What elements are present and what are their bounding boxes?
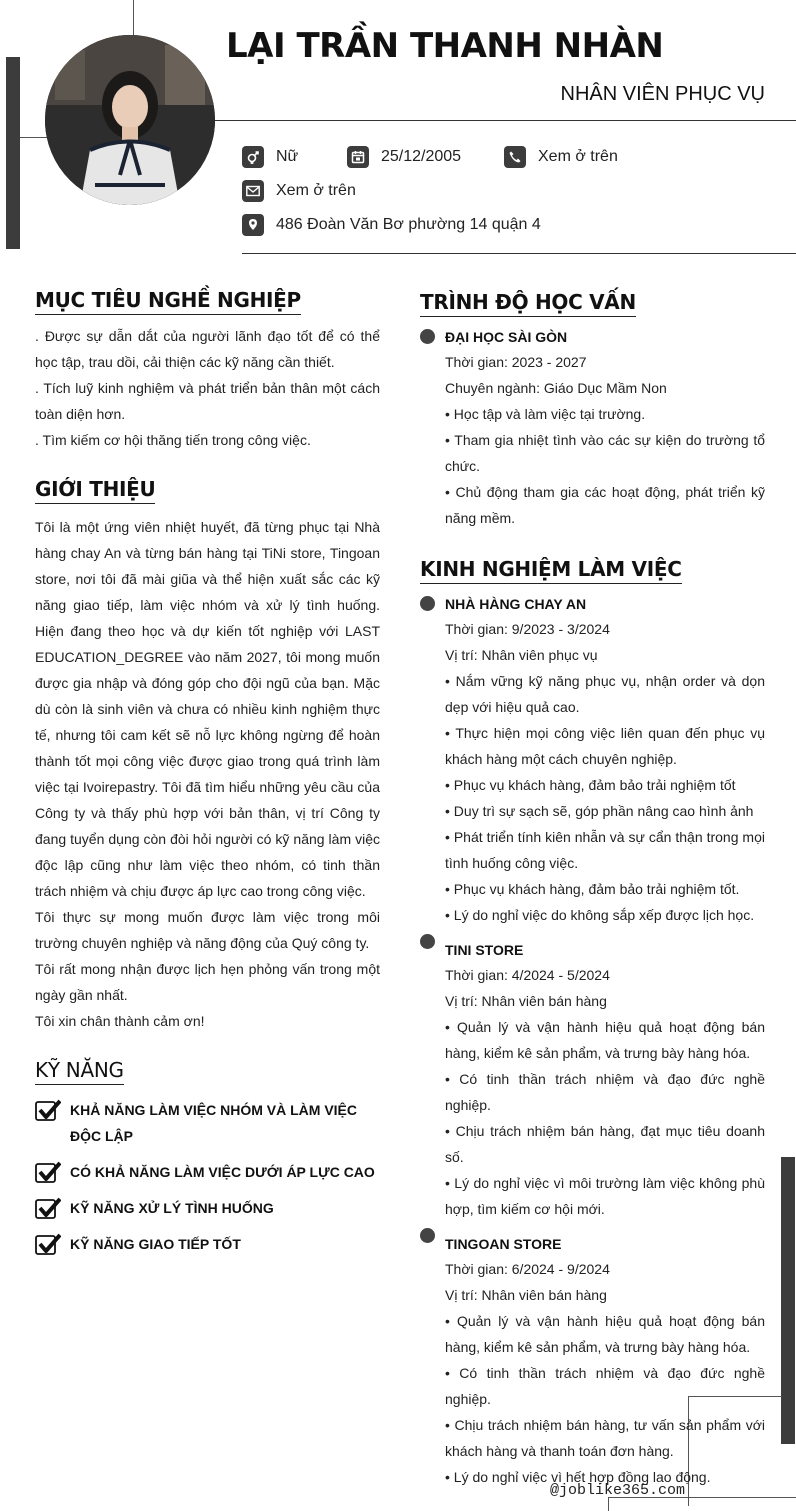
contact-address	[242, 214, 541, 236]
checkbox-icon	[35, 1099, 61, 1121]
experience-bullet: • Phát triển tính kiên nhẫn và sự cẩn thận trong mọi tình huống công việc.	[445, 829, 765, 871]
skill-label: CÓ KHẢ NĂNG LÀM VIỆC DƯỚI ÁP LỰC CAO	[70, 1164, 375, 1180]
checkbox-icon	[35, 1197, 61, 1219]
skill-item	[35, 1159, 380, 1185]
phone-value: Xem ở trên	[538, 148, 618, 165]
footer-decor-frame-inner	[608, 1497, 796, 1511]
experience-bullet: • Phục vụ khách hàng, đảm bảo trải nghiệm tốt.	[445, 881, 740, 897]
experience-bullet: • Lý do nghỉ việc vì môi trường làm việc không phù hợp, tìm kiếm cơ hội mới.	[445, 1175, 765, 1217]
company-name: TINI STORE	[445, 942, 524, 958]
objective-line: . Tích luỹ kinh nghiệm và phát triển bản thân một cách toàn diện hơn.	[35, 380, 380, 422]
experience-title: KINH NGHIỆM LÀM VIỆC	[420, 557, 682, 584]
contact-gender	[242, 146, 298, 168]
timeline-dot	[420, 934, 435, 949]
address-value: 486 Đoàn Văn Bơ phường 14 quận 4	[276, 216, 541, 233]
intro-paragraph: Tôi là một ứng viên nhiệt huyết, đã từng phục tại Nhà hàng chay An và từng bán hàng tại TiNi store, Tingoan store, nơi tôi đã mài giũa và thể hiện xuất sắc các kỹ năng giao tiếp, làm việc nhóm và xử lý tình huống. Hiện đang theo học và dự kiến tốt nghiệp với LAST EDUCATION_DEGREE vào năm 2027, tôi mong muốn được gia nhập và đóng góp cho đội ngũ của bạn. Mặc dù còn là sinh viên và chưa có nhiều kinh nghiệm thực tế, nhưng tôi cam kết sẽ nỗ lực không ngừng để hoàn thành tốt mọi công việc được giao trong quá trình làm việc tại Ivoirepastry. Tôi đã tìm hiểu những yêu cầu của Công ty và thấy phù hợp với bản thân, vị trí Công ty đang tuyển dụng còn đòi hỏi người có kỹ năng làm việc độc lập cũng như làm việc theo nhóm, có tinh thần trách nhiệm và chịu được áp lực cao trong công việc.	[35, 519, 380, 899]
experience-position: Vị trí: Nhân viên bán hàng	[445, 1287, 607, 1303]
intro-paragraph: Tôi thực sự mong muốn được làm việc trong môi trường chuyên nghiệp và năng động của Quý công ty.	[35, 909, 380, 951]
school-name: ĐẠI HỌC SÀI GÒN	[445, 329, 568, 345]
skill-label: KỸ NĂNG GIAO TIẾP TỐT	[70, 1236, 241, 1252]
intro-paragraph: Tôi xin chân thành cảm ơn!	[35, 1013, 205, 1029]
right-accent-bar	[781, 1157, 795, 1444]
left-accent-bar	[6, 57, 20, 249]
contact-birthday	[347, 146, 461, 168]
contact-email	[242, 180, 356, 202]
calendar-icon	[347, 146, 369, 168]
candidate-name: LẠI TRẦN THANH NHÀN	[226, 26, 664, 66]
location-icon	[242, 214, 264, 236]
email-value: Xem ở trên	[276, 182, 356, 199]
experience-time: Thời gian: 9/2023 - 3/2024	[445, 621, 610, 637]
experience-bullet: • Lý do nghỉ việc do không sắp xếp được lịch học.	[445, 907, 755, 923]
mail-icon	[242, 180, 264, 202]
phone-icon	[504, 146, 526, 168]
intro-section	[35, 514, 380, 1034]
objective-title: MỤC TIÊU NGHỀ NGHIỆP	[35, 288, 301, 315]
intro-title: GIỚI THIỆU	[35, 477, 155, 504]
experience-position: Vị trí: Nhân viên phục vụ	[445, 647, 598, 663]
experience-position: Vị trí: Nhân viên bán hàng	[445, 993, 607, 1009]
avatar	[45, 35, 215, 205]
timeline-dot	[420, 596, 435, 611]
experience-bullet: • Quản lý và vận hành hiệu quả hoạt động bán hàng, kiểm kê sản phẩm, và trưng bày hàng hóa.	[445, 1019, 765, 1061]
company-name: NHÀ HÀNG CHAY AN	[445, 596, 587, 612]
experience-bullet: • Nắm vững kỹ năng phục vụ, nhận order và dọn dẹp với hiệu quả cao.	[445, 673, 765, 715]
experience-time: Thời gian: 4/2024 - 5/2024	[445, 967, 610, 983]
header-divider	[214, 120, 796, 121]
left-column	[35, 288, 380, 1267]
experience-bullet: • Quản lý và vận hành hiệu quả hoạt động bán hàng, kiểm kê sản phẩm, và trưng bày hàng hóa.	[445, 1313, 765, 1355]
objective-line: . Tìm kiếm cơ hội thăng tiến trong công việc.	[35, 432, 311, 448]
experience-bullet: • Chịu trách nhiệm bán hàng, tư vấn sản phẩm với khách hàng và thanh toán đơn hàng.	[445, 1417, 765, 1459]
experience-entry	[420, 1232, 765, 1490]
education-entry	[420, 325, 765, 531]
education-title: TRÌNH ĐỘ HỌC VẤN	[420, 290, 636, 317]
objective-line: . Được sự dẫn dắt của người lãnh đạo tốt để có thể học tập, trau dồi, cải thiện các kỹ năng cần thiết.	[35, 328, 380, 370]
checkbox-icon	[35, 1233, 61, 1255]
avatar-connector-line	[20, 137, 50, 138]
timeline-dot	[420, 329, 435, 344]
experience-bullet: • Có tinh thần trách nhiệm và đạo đức nghề nghiệp.	[445, 1071, 765, 1113]
gender-icon	[242, 146, 264, 168]
education-major: Chuyên ngành: Giáo Dục Mầm Non	[445, 380, 667, 396]
skill-item	[35, 1195, 380, 1221]
experience-time: Thời gian: 6/2024 - 9/2024	[445, 1261, 610, 1277]
job-title: NHÂN VIÊN PHỤC VỤ	[560, 83, 765, 105]
right-column	[420, 290, 765, 1490]
experience-bullet: • Có tinh thần trách nhiệm và đạo đức nghề nghiệp.	[445, 1365, 765, 1407]
skills-section	[35, 1097, 380, 1257]
experience-bullet: • Duy trì sự sạch sẽ, góp phần nâng cao hình ảnh	[445, 803, 754, 819]
experience-entry	[420, 938, 765, 1222]
objective-section	[35, 323, 380, 453]
company-name: TINGOAN STORE	[445, 1236, 562, 1252]
gender-value: Nữ	[276, 148, 299, 165]
skill-item	[35, 1097, 380, 1149]
checkbox-icon	[35, 1161, 61, 1183]
intro-paragraph: Tôi rất mong nhận được lịch hẹn phỏng vấn trong một ngày gần nhất.	[35, 961, 380, 1003]
education-bullet: • Tham gia nhiệt tình vào các sự kiện do trường tổ chức.	[445, 432, 765, 474]
contact-phone	[504, 146, 618, 168]
skills-title: KỸ NĂNG	[35, 1058, 124, 1085]
experience-entry	[420, 592, 765, 928]
watermark: @joblike365.com	[550, 1482, 686, 1499]
education-bullet: • Học tập và làm việc tại trường.	[445, 406, 646, 422]
education-bullet: • Chủ động tham gia các hoạt động, phát triển kỹ năng mềm.	[445, 484, 765, 526]
education-time: Thời gian: 2023 - 2027	[445, 354, 587, 370]
top-decor-line	[133, 0, 134, 38]
experience-bullet: • Chịu trách nhiệm bán hàng, đạt mục tiêu doanh số.	[445, 1123, 765, 1165]
experience-bullet: • Thực hiện mọi công việc liên quan đến phục vụ khách hàng một cách chuyên nghiệp.	[445, 725, 765, 767]
experience-bullet: • Phục vụ khách hàng, đảm bảo trải nghiệm tốt	[445, 777, 736, 793]
skill-label: KHẢ NĂNG LÀM VIỆC NHÓM VÀ LÀM VIỆC ĐỘC LẬP	[70, 1102, 357, 1144]
timeline-dot	[420, 1228, 435, 1243]
birthday-value: 25/12/2005	[381, 148, 462, 165]
skill-label: KỸ NĂNG XỬ LÝ TÌNH HUỐNG	[70, 1200, 274, 1216]
experience-bullet: • Lý do nghỉ việc vì hết hợp đồng lao động.	[445, 1469, 711, 1485]
contact-divider	[242, 253, 796, 254]
skill-item	[35, 1231, 380, 1257]
